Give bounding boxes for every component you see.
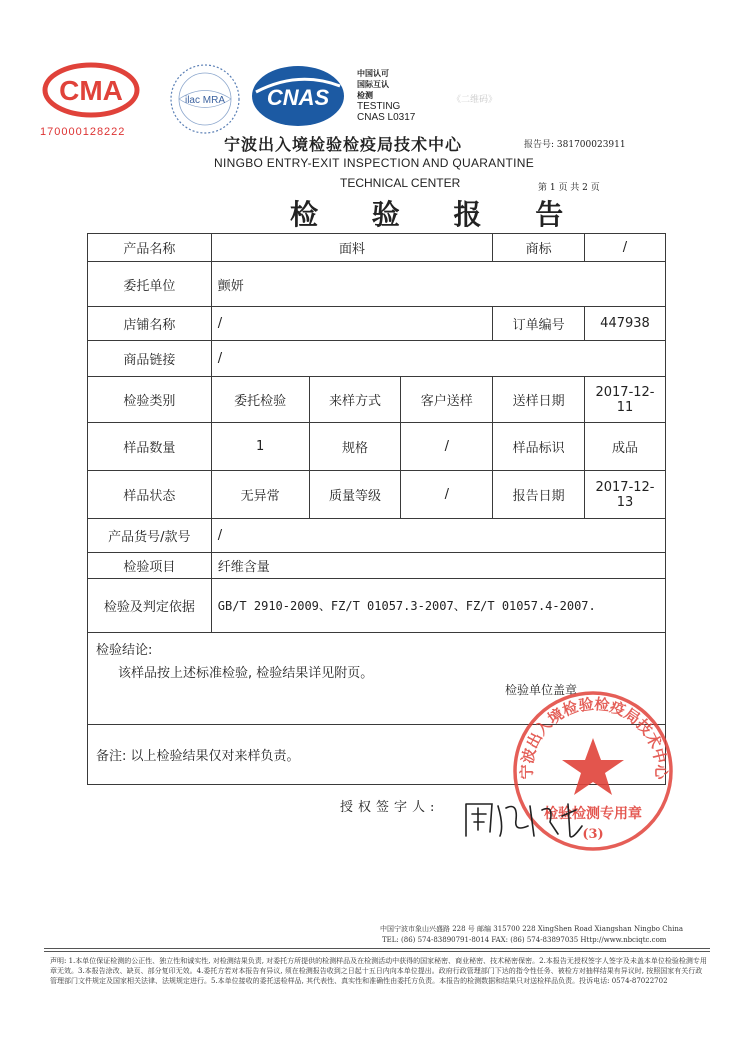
brand-label: 商标	[493, 234, 585, 262]
organization-name-cn: 宁波出入境检验检疫局技术中心	[224, 135, 463, 154]
cnas-line-2: 国际互认	[357, 80, 389, 89]
seal-star-icon	[562, 738, 624, 795]
item-no-label: 产品货号/款号	[88, 519, 212, 553]
row-product-name	[88, 234, 666, 262]
type-value: 委托检验	[211, 377, 309, 423]
cnas-letters: CNAS	[266, 85, 330, 110]
signatory-label: 授权签字人:	[340, 800, 440, 815]
client-label: 委托单位	[88, 262, 212, 307]
cnas-line-5: CNAS L0317	[357, 112, 416, 123]
product-name-value: 面料	[211, 234, 492, 262]
sample-date-value: 2017-12-11	[584, 377, 665, 423]
item-no-value: /	[211, 519, 665, 553]
row-status	[88, 471, 666, 519]
spec-value: /	[401, 423, 493, 471]
report-date-value: 2017-12-13	[584, 471, 665, 519]
organization-name-en-line1: NINGBO ENTRY-EXIT INSPECTION AND QUARANTINE	[214, 156, 535, 170]
spec-label: 规格	[309, 423, 401, 471]
page-info: 第 1 页 共 2 页	[538, 183, 600, 193]
cnas-line-1: 中国认可	[357, 69, 389, 78]
basis-value: GB/T 2910-2009、FZ/T 01057.3-2007、FZ/T 01057.4-2007.	[211, 579, 665, 633]
brand-value: /	[584, 234, 665, 262]
seal-number: (3)	[582, 827, 604, 842]
cnas-accreditation-text	[357, 68, 415, 123]
qty-value: 1	[211, 423, 309, 471]
cnas-line-3: 检测	[357, 91, 373, 100]
row-link	[88, 341, 666, 377]
row-client	[88, 262, 666, 307]
row-shop	[88, 307, 666, 341]
link-label: 商品链接	[88, 341, 212, 377]
report-date-label: 报告日期	[493, 471, 585, 519]
footer-contact: TEL: (86) 574-83890791-8014 FAX: (86) 574-83897035 Http://www.nbciqtc.com	[382, 936, 667, 944]
footer-rule-top	[44, 948, 710, 949]
grade-label: 质量等级	[309, 471, 401, 519]
row-inspection-type	[88, 377, 666, 423]
footer-rule-bottom	[44, 951, 710, 952]
seal-inner-text: 检验检测专用章	[544, 806, 642, 822]
status-value: 无异常	[211, 471, 309, 519]
mark-label: 样品标识	[493, 423, 585, 471]
type-label: 检验类别	[88, 377, 212, 423]
shop-label: 店铺名称	[88, 307, 212, 341]
row-quantity	[88, 423, 666, 471]
product-name-label: 产品名称	[88, 234, 212, 262]
sample-date-label: 送样日期	[493, 377, 585, 423]
test-item-label: 检验项目	[88, 553, 212, 579]
conclusion-label: 检验结论:	[96, 643, 153, 658]
qr-placeholder: 《二维码》	[452, 95, 498, 105]
link-value: /	[211, 341, 665, 377]
handwritten-signature	[458, 796, 608, 844]
mark-value: 成品	[584, 423, 665, 471]
report-number: 报告号: 381700023911	[524, 140, 626, 150]
organization-name-en-line2: TECHNICAL CENTER	[340, 176, 461, 190]
client-value: 颤妍	[211, 262, 665, 307]
row-basis	[88, 579, 666, 633]
footer-address: 中国宁波市象山兴盛路 228 号 邮编 315700 228 XingShen Road Xiangshan Ningbo China	[380, 925, 683, 933]
basis-label: 检验及判定依据	[88, 579, 212, 633]
order-label: 订单编号	[493, 307, 585, 341]
shop-value: /	[211, 307, 492, 341]
order-value: 447938	[584, 307, 665, 341]
conclusion-seal-note: 检验单位盖章	[504, 683, 577, 697]
cnas-line-4: TESTING	[357, 101, 401, 112]
document-title: 检 验 报 告	[290, 198, 586, 231]
conclusion-text: 该样品按上述标准检验, 检验结果详见附页。	[118, 666, 374, 681]
row-item-number	[88, 519, 666, 553]
footer-statement: 声明: 1.本单位保证检测的公正性、独立性和诚实性, 对检测结果负责, 对委托方所提供的检测样品及在检测活动中获得的国家秘密、商业秘密、技术秘密保密。2.本报告无授权签字人签字及未盖本单位检验检测专用章无效。3.本报告涂改、缺页、部分复印无效。4.委托方若对本报告有异议, 须在检测报告收到之日起十五日内向本单位提出。政府行政管理部门下达的指令性任务、被检方对抽样结果有异议时, 按照国家有关行政管理部门文件规定及国家相关法律、法规规定进行。5.本单位接收的委托送检样品, 其代表性、真实性和准确性由委托方负责。本报告的检测数据和结果只对送检样品负责。投诉电话: 0574-87022702	[50, 957, 707, 985]
status-label: 样品状态	[88, 471, 212, 519]
qty-label: 样品数量	[88, 423, 212, 471]
ilac-mra-logo	[168, 62, 242, 136]
test-item-value: 纤维含量	[211, 553, 665, 579]
grade-value: /	[401, 471, 493, 519]
cma-letters: CMA	[59, 75, 123, 106]
sample-mode-label: 来样方式	[309, 377, 401, 423]
ilac-text: ilac MRA	[184, 95, 226, 106]
cma-number: 170000128222	[40, 126, 126, 138]
seal-ring-text: 宁波出入境检验检疫局技术中心	[517, 695, 671, 780]
remark-value: 备注: 以上检验结果仅对来样负责。	[88, 725, 666, 785]
row-test-item	[88, 553, 666, 579]
cma-logo	[42, 62, 140, 118]
cnas-logo	[250, 64, 346, 128]
sample-mode-value: 客户送样	[401, 377, 493, 423]
